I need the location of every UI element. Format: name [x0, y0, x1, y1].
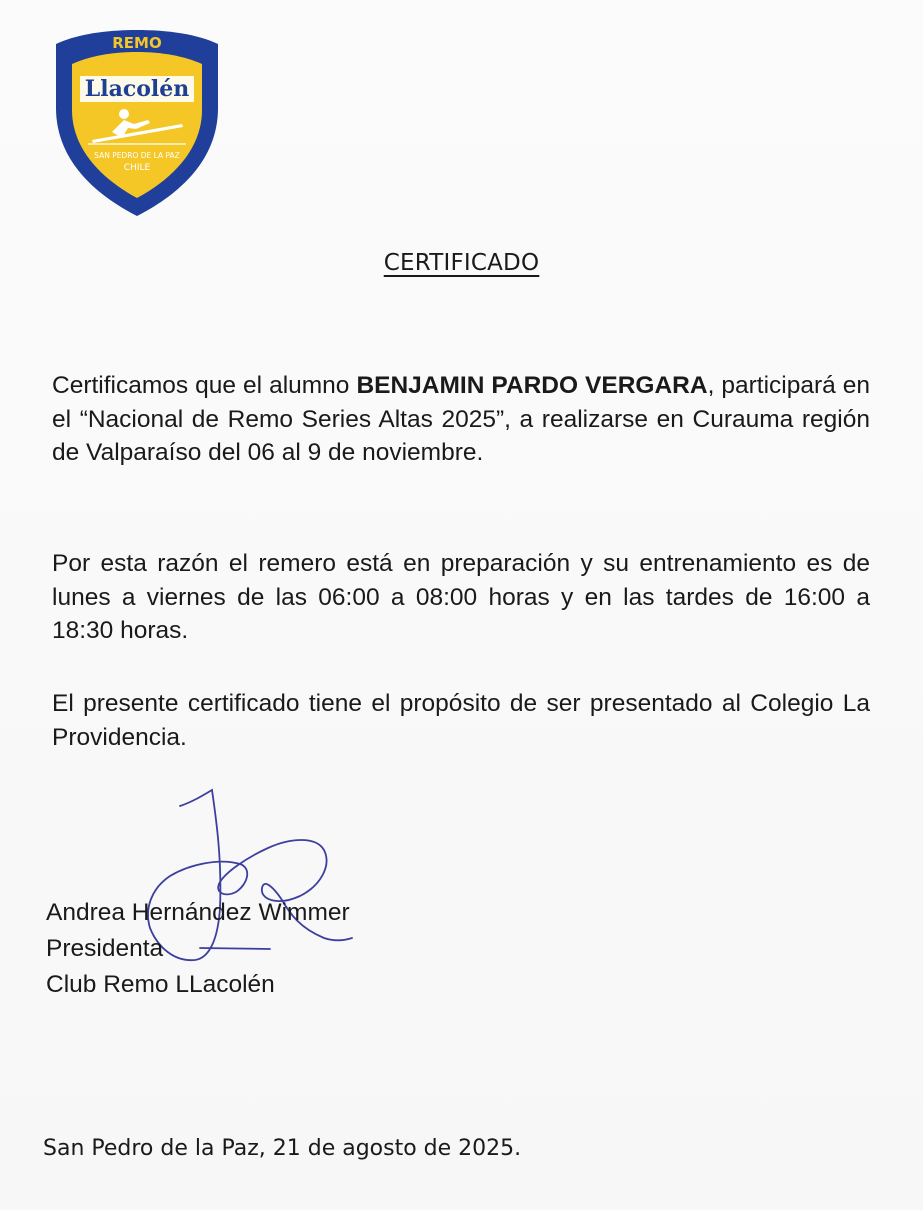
- logo-place-text: SAN PEDRO DE LA PAZ: [94, 151, 180, 160]
- club-logo: [52, 28, 222, 218]
- paragraph-participation: Certificamos que el alumno BENJAMIN PARDO VERGARA, participará en el “Nacional de Remo Series Altas 2025”, a realizarse en Curauma región de Valparaíso del 06 al 9 de noviembre.: [52, 372, 871, 466]
- student-name: BENJAMIN PARDO VERGARA: [356, 372, 708, 399]
- logo-name-text: Llacolén: [84, 76, 190, 102]
- place-and-date: San Pedro de la Paz, 21 de agosto de 2025.: [43, 1136, 522, 1161]
- paragraph-purpose: El presente certificado tiene el propósito de ser presentado al Colegio La Providencia.: [52, 690, 870, 751]
- document-title: CERTIFICADO: [383, 250, 540, 276]
- signer-name: Andrea Hernández Wimmer: [46, 899, 350, 926]
- logo-top-text: REMO: [112, 34, 162, 52]
- signer-organization: Club Remo LLacolén: [46, 971, 275, 998]
- handwritten-signature: [140, 788, 360, 973]
- logo-country-text: CHILE: [123, 163, 151, 173]
- paragraph-training-schedule: Por esta razón el remero está en preparación y su entrenamiento es de lunes a viernes de las 06:00 a 08:00 horas y en las tardes de 16:00 a 18:30 horas.: [52, 550, 870, 644]
- signer-role: Presidenta: [46, 935, 164, 962]
